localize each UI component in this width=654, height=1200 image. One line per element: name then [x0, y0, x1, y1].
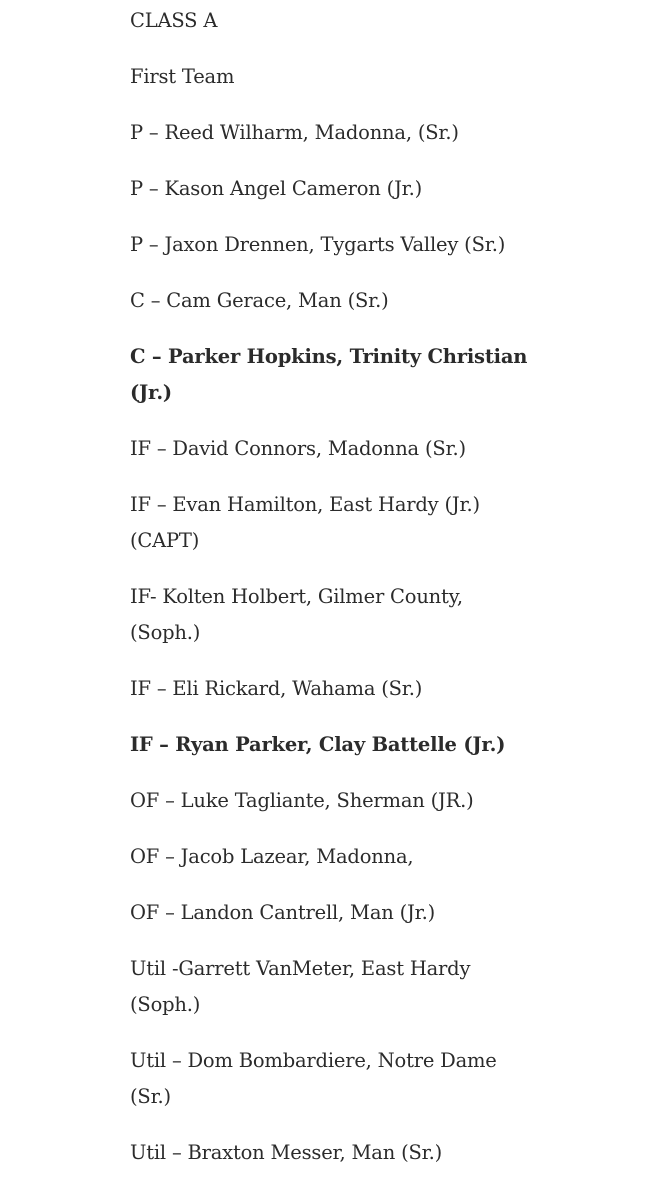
player-entry: IF – Evan Hamilton, East Hardy (Jr.) (CAPT) [130, 493, 480, 552]
class-heading: CLASS A [130, 9, 218, 32]
player-entry: Util – Dom Bombardiere, Notre Dame (Sr.) [130, 1049, 497, 1108]
player-entry: IF – Ryan Parker, Clay Battelle (Jr.) [130, 733, 506, 756]
player-entry: IF – David Connors, Madonna (Sr.) [130, 437, 466, 460]
player-entry: P – Reed Wilharm, Madonna, (Sr.) [130, 121, 459, 144]
player-entry: IF- Kolten Holbert, Gilmer County, (Soph.) [130, 585, 463, 644]
player-entry: C – Parker Hopkins, Trinity Christian (Jr.) [130, 345, 528, 404]
player-entry: OF – Jacob Lazear, Madonna, [130, 845, 414, 868]
player-entry: Util -Garrett VanMeter, East Hardy (Soph.) [130, 957, 471, 1016]
player-entry: C – Cam Gerace, Man (Sr.) [130, 289, 389, 312]
player-entry: IF – Eli Rickard, Wahama (Sr.) [130, 677, 423, 700]
player-entry: P – Kason Angel Cameron (Jr.) [130, 177, 423, 200]
player-entry: OF – Landon Cantrell, Man (Jr.) [130, 901, 436, 924]
player-entry: Util – Braxton Messer, Man (Sr.) [130, 1141, 443, 1164]
player-entry: P – Jaxon Drennen, Tygarts Valley (Sr.) [130, 233, 506, 256]
team-heading: First Team [130, 65, 235, 88]
player-entry: OF – Luke Tagliante, Sherman (JR.) [130, 789, 474, 812]
article-body [130, 0, 530, 1171]
